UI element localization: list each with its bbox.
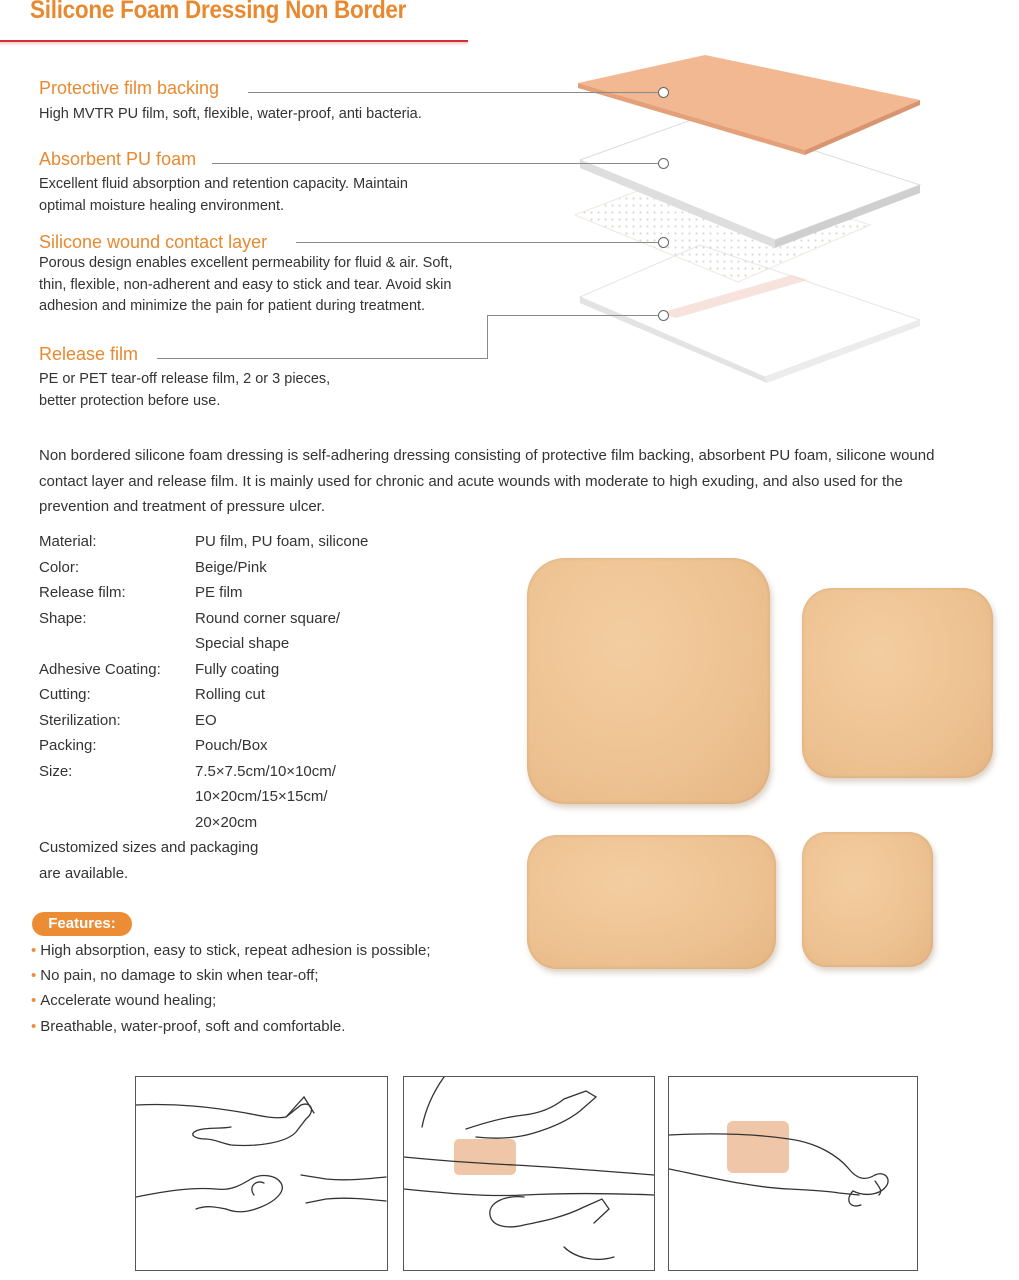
feature-text: No pain, no damage to skin when tear-off; (40, 967, 319, 984)
custom-note-line2: are available. (39, 865, 129, 882)
dressing-on-arm-illustration (668, 1076, 918, 1271)
layer-title-silicone: Silicone wound contact layer (39, 232, 273, 253)
spec-value: Rolling cut (195, 686, 266, 703)
leader-dot-foam (658, 158, 669, 169)
hand-wash-drawing (136, 1077, 387, 1270)
feature-text: Breathable, water-proof, soft and comfortable. (40, 1018, 346, 1035)
spec-value: Round corner square/ (195, 609, 341, 627)
spec-table (39, 529, 459, 839)
intro-paragraph: Non bordered silicone foam dressing is self-adhering dressing consisting of protective film backing, absorbent PU foam, silicone wound contact layer and release film. It is mainly used for chronic and acute wounds with moderate to high exuding, and also used for the prevention and treatment of pressure ulcer. (39, 447, 935, 515)
hand-wash-illustration (135, 1076, 388, 1271)
layer-desc-silicone: Porous design enables excellent permeability for fluid & air. Soft, thin, flexible, non-adherent and easy to stick and tear. Avoid skin adhesion and minimize the pain for patient during treatment. (39, 255, 453, 314)
leader-line-foam (212, 163, 662, 164)
spec-value: PU film, PU foam, silicone (195, 533, 369, 550)
spec-value: EO (195, 711, 217, 729)
layer-desc-foam: Excellent fluid absorption and retention capacity. Maintain optimal moisture healing environment. (39, 176, 408, 214)
spec-value: PE film (195, 584, 243, 601)
foam-pad-large-square (527, 558, 770, 804)
feature-item (31, 992, 216, 1009)
spec-value: Fully coating (195, 660, 280, 678)
feature-item (31, 1018, 345, 1035)
spec-label: Shape: (39, 609, 87, 627)
leader-line-release-h (157, 358, 488, 359)
apply-dressing-drawing (404, 1077, 654, 1270)
spec-label: Packing: (39, 737, 97, 754)
foam-pad-small-square (802, 832, 933, 967)
feature-item (31, 967, 319, 984)
bullet-icon: • (31, 992, 37, 1009)
feature-text: Accelerate wound healing; (40, 992, 217, 1009)
spec-label: Cutting: (39, 686, 91, 703)
leader-line-release-v (487, 315, 488, 359)
layer-desc-release: PE or PET tear-off release film, 2 or 3 pieces, better protection before use. (39, 371, 331, 409)
spec-value: Special shape (195, 635, 290, 652)
leader-dot-release (658, 310, 669, 321)
custom-note-line1: Customized sizes and packaging (39, 839, 259, 856)
feature-item (31, 942, 431, 959)
spec-value: Pouch/Box (195, 737, 268, 754)
title-divider-shadow (0, 42, 468, 46)
spec-value: 7.5×7.5cm/10×10cm/ (195, 762, 336, 780)
leader-dot-film (658, 87, 669, 98)
leader-line-film (248, 92, 662, 93)
features-badge: Features: (32, 912, 132, 936)
bullet-icon: • (31, 942, 37, 959)
spec-value: Beige/Pink (195, 558, 267, 576)
apply-dressing-illustration (403, 1076, 655, 1271)
bullet-icon: • (31, 967, 37, 984)
foam-pad-medium-square (802, 588, 993, 778)
dressing-on-arm-drawing (669, 1077, 917, 1270)
bullet-icon: • (31, 1018, 37, 1035)
feature-text: High absorption, easy to stick, repeat adhesion is possible; (40, 942, 431, 959)
spec-label: Material: (39, 533, 97, 550)
layer-desc-film: High MVTR PU film, soft, flexible, water-proof, anti bacteria. (39, 106, 422, 122)
layer-title-release: Release film (39, 344, 144, 365)
foam-pad-rectangle (527, 835, 776, 969)
leader-line-release-top (487, 315, 662, 316)
page-title: Silicone Foam Dressing Non Border (30, 0, 407, 24)
layer-title-foam: Absorbent PU foam (39, 149, 202, 170)
layer-title-film: Protective film backing (39, 78, 225, 99)
spec-value: 20×20cm (195, 813, 258, 831)
spec-label: Release film: (39, 584, 126, 601)
leader-dot-silicone (658, 237, 669, 248)
spec-label: Size: (39, 762, 73, 780)
spec-label: Sterilization: (39, 711, 121, 729)
spec-value: 10×20cm/15×15cm/ (195, 788, 328, 805)
spec-label: Color: (39, 558, 80, 576)
spec-label: Adhesive Coating: (39, 660, 161, 678)
layer-exploded-diagram (560, 55, 940, 400)
leader-line-silicone (296, 242, 662, 243)
